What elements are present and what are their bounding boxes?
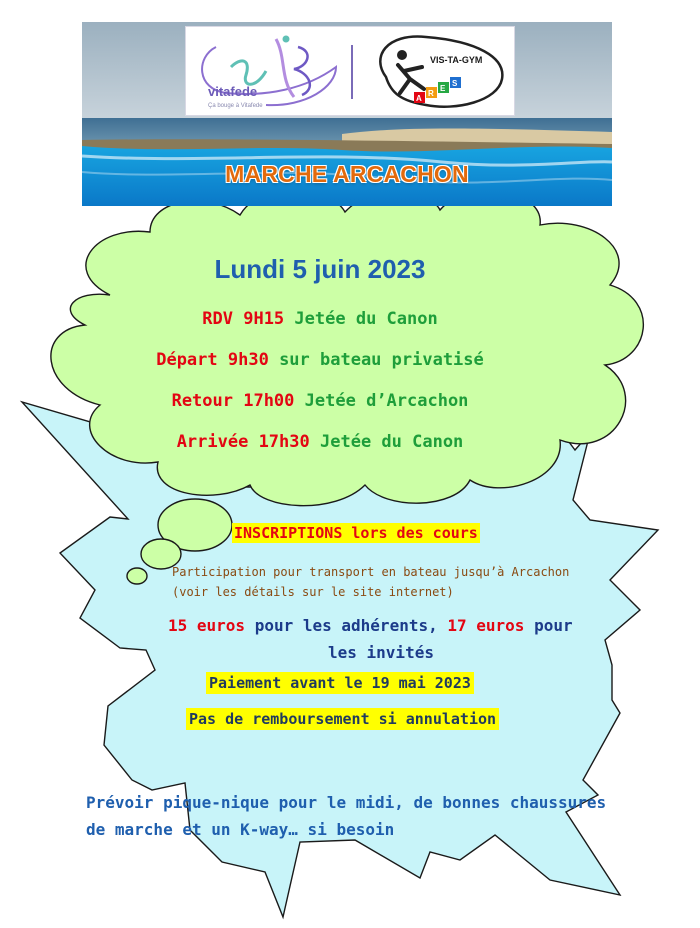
- members-price: 15 euros: [168, 616, 246, 635]
- bubble-small: [127, 568, 147, 584]
- schedule-place: sur bateau privatisé: [279, 350, 484, 370]
- guests-price: 17 euros: [447, 616, 525, 635]
- logos-panel: [185, 26, 515, 116]
- partner-logos: [186, 27, 514, 115]
- participation-note: [172, 562, 569, 602]
- schedule-label: Départ 9h30: [156, 350, 269, 370]
- svg-text:A: A: [416, 94, 422, 103]
- payment-deadline: [206, 674, 474, 692]
- svg-text:S: S: [452, 79, 458, 88]
- schedule-place: Jetée d’Arcachon: [304, 391, 469, 411]
- event-title: MARCHE ARCACHON: [225, 161, 469, 187]
- payment-text: Paiement avant le 19 mai 2023: [206, 672, 474, 694]
- participation-line-2: (voir les détails sur le site internet): [172, 585, 454, 599]
- participation-line-1: Participation pour transport en bateau jusqu’à Arcachon: [172, 565, 570, 579]
- price-line: [168, 616, 573, 635]
- vistagym-logo: [380, 37, 502, 107]
- guests-text: pour: [534, 616, 573, 635]
- packing-note-line-2: de marche et un K-way… si besoin: [86, 820, 395, 839]
- inscriptions-notice: [232, 524, 480, 542]
- packing-note-line-1: Prévoir pique-nique pour le midi, de bonnes chaussures: [86, 793, 607, 812]
- schedule-label: Arrivée 17h30: [176, 432, 310, 452]
- schedule-label: RDV 9H15: [202, 309, 285, 329]
- event-date: Lundi 5 juin 2023: [214, 254, 426, 284]
- schedule-rdv: [100, 309, 540, 329]
- svg-text:E: E: [440, 84, 446, 93]
- schedule-label: Retour 17h00: [171, 391, 295, 411]
- members-text: pour les adhérents,: [254, 616, 438, 635]
- vistagym-wordmark: VIS-TA-GYM: [430, 55, 483, 65]
- cloud-body: [51, 190, 643, 506]
- vitafede-logo: [202, 36, 336, 110]
- schedule-place: Jetée du Canon: [294, 309, 438, 329]
- price-line-continued: les invités: [328, 643, 434, 662]
- refund-text: Pas de remboursement si annulation: [186, 708, 499, 730]
- vitafede-wordmark: vitafede: [208, 84, 258, 99]
- refund-policy: [186, 710, 499, 728]
- svg-text:R: R: [428, 89, 434, 98]
- schedule-arrivee: [100, 432, 540, 452]
- inscriptions-text: INSCRIPTIONS lors des cours: [234, 524, 478, 542]
- schedule-retour: [100, 391, 540, 411]
- schedule-place: Jetée du Canon: [320, 432, 464, 452]
- packing-note: [86, 789, 606, 843]
- vitafede-tagline: Ça bouge à Vitafede: [208, 103, 263, 109]
- schedule-depart: [100, 350, 540, 370]
